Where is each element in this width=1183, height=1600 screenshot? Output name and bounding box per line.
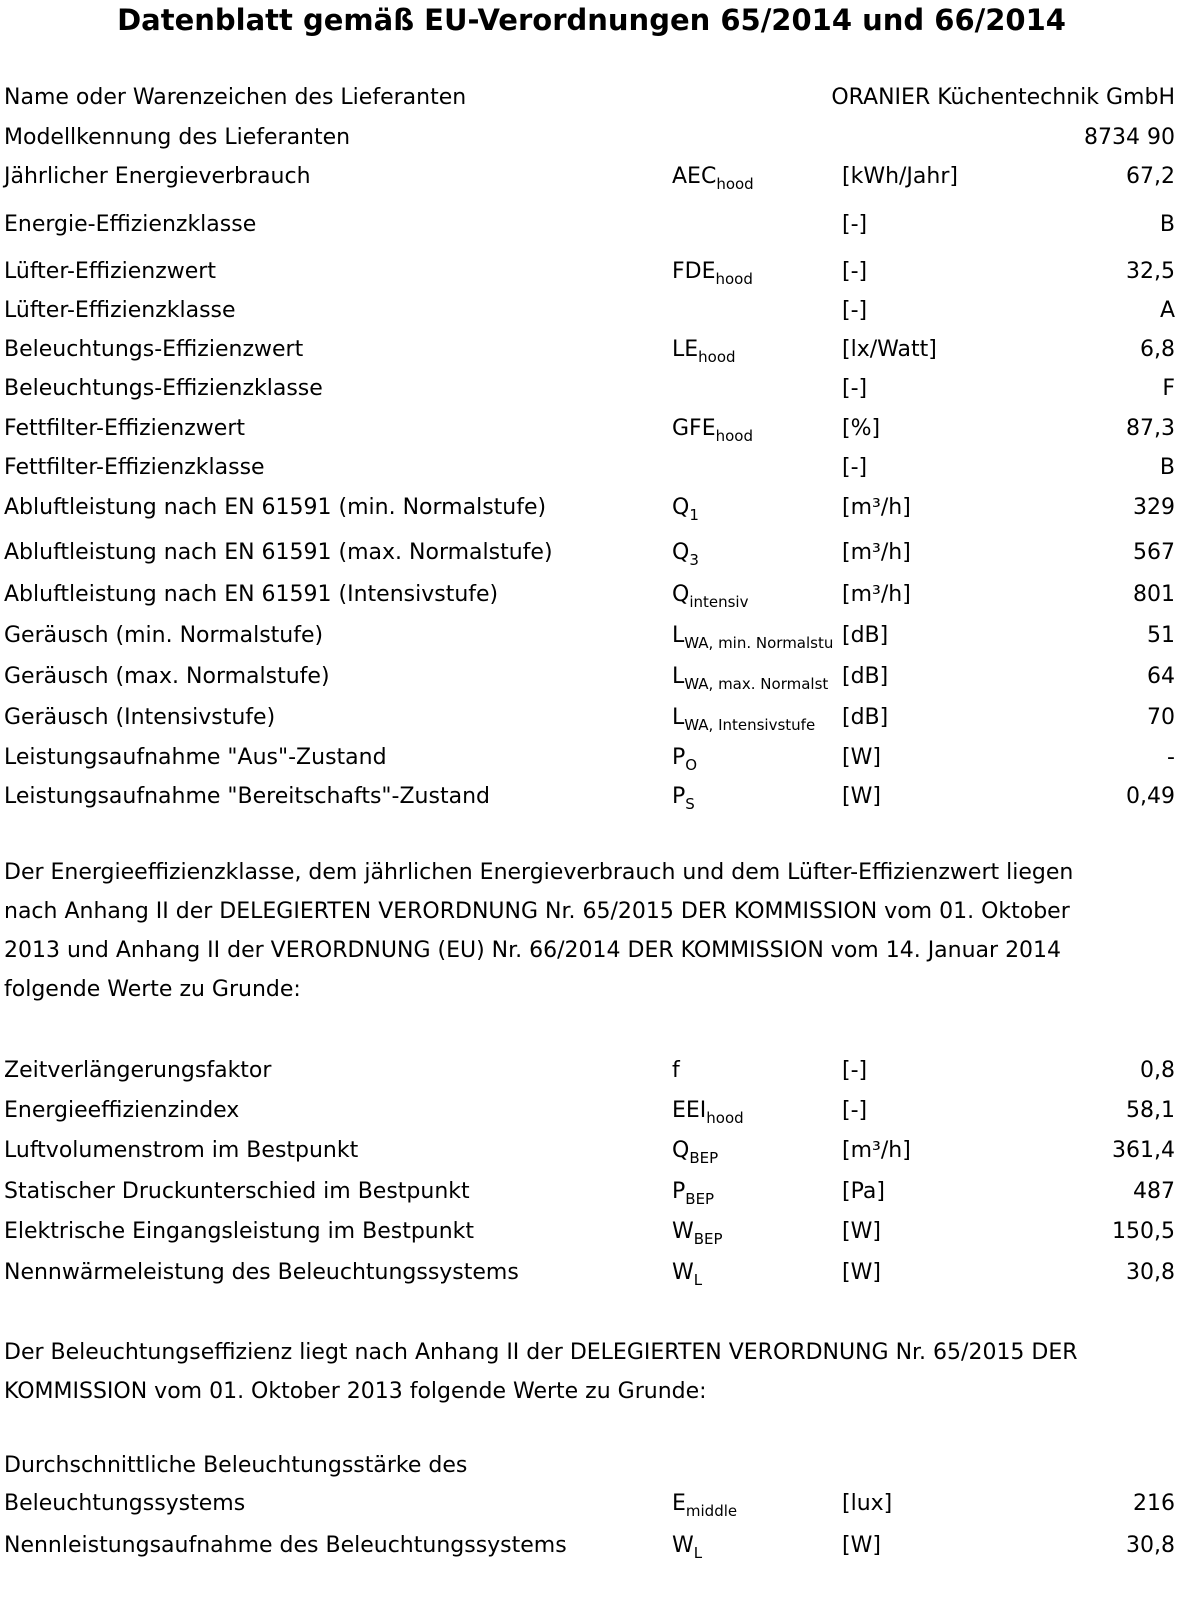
table-row bbox=[0, 777, 1183, 817]
row-label: Luftvolumenstrom im Bestpunkt bbox=[4, 1138, 359, 1163]
row-value: 30,8 bbox=[1126, 1260, 1175, 1285]
table-row bbox=[0, 369, 1183, 409]
row-symbol bbox=[672, 616, 838, 656]
symbol-subscript: hood bbox=[716, 175, 754, 193]
supplier-name-row bbox=[0, 78, 1183, 118]
table-row bbox=[0, 205, 1183, 245]
paragraph-line: 2013 und Anhang II der VERORDNUNG (EU) Nr. 66/2014 DER KOMMISSION vom 14. Januar 2014 bbox=[4, 938, 1062, 963]
row-label: Elektrische Eingangsleistung im Bestpunkt bbox=[4, 1219, 475, 1244]
symbol-main: L bbox=[672, 705, 685, 730]
row-value: A bbox=[1159, 298, 1175, 323]
paragraph-lighting-basis bbox=[4, 1333, 1176, 1411]
row-unit: [kWh/Jahr] bbox=[842, 164, 958, 189]
row-symbol bbox=[672, 1526, 838, 1566]
paragraph-line: Der Beleuchtungseffizienz liegt nach Anhang II der DELEGIERTEN VERORDNUNG Nr. 65/2015 DER bbox=[4, 1340, 1078, 1365]
row-label: Jährlicher Energieverbrauch bbox=[4, 164, 311, 189]
row-unit: [m³/h] bbox=[842, 1138, 911, 1163]
row-unit: [lux] bbox=[842, 1491, 893, 1516]
row-symbol bbox=[672, 1172, 838, 1212]
row-value: 64 bbox=[1147, 664, 1175, 689]
symbol-main: Q bbox=[672, 495, 690, 520]
row-value: 67,2 bbox=[1126, 164, 1175, 189]
symbol-main: E bbox=[672, 1491, 686, 1516]
row-value: 216 bbox=[1133, 1491, 1175, 1516]
table-row bbox=[0, 291, 1183, 331]
row-symbol bbox=[672, 657, 838, 697]
row-unit: [W] bbox=[842, 784, 881, 809]
symbol-subscript: L bbox=[693, 1271, 703, 1289]
row-value: 487 bbox=[1133, 1179, 1175, 1204]
row-unit: [%] bbox=[842, 416, 881, 441]
symbol-subscript: 1 bbox=[689, 506, 699, 524]
table-row bbox=[0, 1051, 1183, 1091]
row-label: Geräusch (min. Normalstufe) bbox=[4, 623, 324, 648]
row-symbol bbox=[672, 698, 838, 738]
row-symbol bbox=[672, 1091, 838, 1131]
table-row bbox=[0, 1526, 1183, 1566]
table-row bbox=[0, 698, 1183, 738]
symbol-subscript: S bbox=[685, 795, 695, 813]
row-value: 0,8 bbox=[1140, 1058, 1175, 1083]
symbol-main: W bbox=[672, 1260, 694, 1285]
symbol-subscript: intensiv bbox=[689, 593, 749, 611]
symbol-main: Q bbox=[672, 540, 690, 565]
row-label: Abluftleistung nach EN 61591 (max. Normalstufe) bbox=[4, 540, 553, 565]
table-row bbox=[0, 1172, 1183, 1212]
symbol-main: W bbox=[672, 1219, 694, 1244]
row-label: Nennwärmeleistung des Beleuchtungssystems bbox=[4, 1260, 519, 1285]
table-row bbox=[0, 448, 1183, 488]
row-label: Name oder Warenzeichen des Lieferanten bbox=[4, 85, 467, 110]
row-label: Modellkennung des Lieferanten bbox=[4, 125, 351, 150]
symbol-subscript: WA, max. Normalst bbox=[684, 675, 829, 693]
symbol-subscript: hood bbox=[698, 348, 736, 366]
row-unit: [-] bbox=[842, 212, 868, 237]
table-row bbox=[0, 252, 1183, 292]
row-label: Energieeffizienzindex bbox=[4, 1098, 240, 1123]
row-label: Fettfilter-Effizienzwert bbox=[4, 416, 246, 441]
row-value: 567 bbox=[1133, 540, 1175, 565]
row-unit: [dB] bbox=[842, 623, 889, 648]
symbol-subscript: hood bbox=[715, 427, 753, 445]
row-unit: [-] bbox=[842, 376, 868, 401]
symbol-main: L bbox=[672, 664, 685, 689]
row-value: - bbox=[1167, 745, 1175, 770]
row-label: Geräusch (Intensivstufe) bbox=[4, 705, 276, 730]
row-unit: [dB] bbox=[842, 705, 889, 730]
row-unit: [W] bbox=[842, 1219, 881, 1244]
row-label: Lüfter-Effizienzklasse bbox=[4, 298, 236, 323]
table-row bbox=[0, 488, 1183, 528]
row-label: Fettfilter-Effizienzklasse bbox=[4, 455, 265, 480]
row-unit: [Pa] bbox=[842, 1179, 885, 1204]
symbol-subscript: hood bbox=[706, 1109, 744, 1127]
row-symbol bbox=[672, 157, 838, 197]
row-symbol bbox=[672, 1131, 838, 1171]
symbol-subscript: WA, Intensivstufe bbox=[684, 716, 816, 734]
symbol-main: LE bbox=[672, 337, 699, 362]
row-label: Nennleistungsaufnahme des Beleuchtungssystems bbox=[4, 1533, 567, 1558]
symbol-main: FDE bbox=[672, 259, 716, 284]
row-label: Beleuchtungs-Effizienzwert bbox=[4, 337, 304, 362]
row-value: F bbox=[1162, 376, 1175, 401]
row-label: Statischer Druckunterschied im Bestpunkt bbox=[4, 1179, 470, 1204]
table-row bbox=[0, 738, 1183, 778]
table-row bbox=[0, 157, 1183, 197]
row-label: Durchschnittliche Beleuchtungsstärke des bbox=[4, 1453, 468, 1478]
symbol-main: GFE bbox=[672, 416, 716, 441]
symbol-main: W bbox=[672, 1533, 694, 1558]
row-value: 32,5 bbox=[1126, 259, 1175, 284]
row-unit: [m³/h] bbox=[842, 582, 911, 607]
row-symbol bbox=[672, 1253, 838, 1293]
row-unit: [-] bbox=[842, 259, 868, 284]
symbol-main: EEI bbox=[672, 1098, 707, 1123]
row-unit: [W] bbox=[842, 1533, 881, 1558]
table-row bbox=[0, 1484, 1183, 1524]
symbol-subscript: BEP bbox=[689, 1149, 719, 1167]
row-unit: [-] bbox=[842, 1058, 868, 1083]
row-label: Abluftleistung nach EN 61591 (min. Normalstufe) bbox=[4, 495, 547, 520]
row-symbol bbox=[672, 738, 838, 778]
symbol-subscript: L bbox=[693, 1544, 703, 1562]
row-label: Zeitverlängerungsfaktor bbox=[4, 1058, 272, 1083]
row-value: 801 bbox=[1133, 582, 1175, 607]
paragraph-line: Der Energieeffizienzklasse, dem jährlichen Energieverbrauch und dem Lüfter-Effizienzwert liegen bbox=[4, 860, 1074, 885]
table-row bbox=[0, 330, 1183, 370]
row-label: Beleuchtungs-Effizienzklasse bbox=[4, 376, 323, 401]
row-symbol bbox=[672, 252, 838, 292]
row-symbol bbox=[672, 409, 838, 449]
row-value: 150,5 bbox=[1112, 1219, 1175, 1244]
row-symbol bbox=[672, 533, 838, 573]
table-row bbox=[0, 616, 1183, 656]
table-row bbox=[0, 657, 1183, 697]
symbol-main: P bbox=[672, 745, 686, 770]
symbol-main: L bbox=[672, 623, 685, 648]
symbol-subscript: WA, min. Normalstu bbox=[684, 634, 834, 652]
symbol-main: f bbox=[672, 1058, 680, 1083]
row-value: ORANIER Küchentechnik GmbH bbox=[831, 85, 1175, 110]
paragraph-basis-values bbox=[4, 853, 1176, 1009]
symbol-main: Q bbox=[672, 1138, 690, 1163]
paragraph-line: nach Anhang II der DELEGIERTEN VERORDNUNG Nr. 65/2015 DER KOMMISSION vom 01. Oktober bbox=[4, 899, 1070, 924]
symbol-subscript: hood bbox=[715, 270, 753, 288]
model-id-row bbox=[0, 118, 1183, 158]
row-symbol bbox=[672, 1484, 838, 1524]
row-value: B bbox=[1159, 212, 1175, 237]
table-row bbox=[0, 409, 1183, 449]
table-row bbox=[0, 533, 1183, 573]
row-unit: [-] bbox=[842, 455, 868, 480]
row-label: Abluftleistung nach EN 61591 (Intensivstufe) bbox=[4, 582, 499, 607]
row-value: 0,49 bbox=[1126, 784, 1175, 809]
row-unit: [-] bbox=[842, 298, 868, 323]
row-unit: [W] bbox=[842, 1260, 881, 1285]
paragraph-line: KOMMISSION vom 01. Oktober 2013 folgende Werte zu Grunde: bbox=[4, 1379, 707, 1404]
row-symbol bbox=[672, 1212, 838, 1252]
symbol-main: P bbox=[672, 1179, 686, 1204]
row-label: Geräusch (max. Normalstufe) bbox=[4, 664, 330, 689]
row-value: 8734 90 bbox=[1084, 125, 1175, 150]
row-unit: [-] bbox=[842, 1098, 868, 1123]
row-symbol bbox=[672, 575, 838, 615]
row-symbol bbox=[672, 330, 838, 370]
page-title: Datenblatt gemäß EU-Verordnungen 65/2014 und 66/2014 bbox=[117, 3, 1066, 37]
row-unit: [m³/h] bbox=[842, 540, 911, 565]
symbol-subscript: O bbox=[685, 756, 698, 774]
symbol-main: Q bbox=[672, 582, 690, 607]
row-label: Beleuchtungssystems bbox=[4, 1491, 246, 1516]
table-row bbox=[0, 1212, 1183, 1252]
paragraph-line: folgende Werte zu Grunde: bbox=[4, 977, 301, 1002]
table-row bbox=[0, 1131, 1183, 1171]
row-unit: [m³/h] bbox=[842, 495, 911, 520]
symbol-subscript: middle bbox=[685, 1502, 738, 1520]
table-row bbox=[0, 575, 1183, 615]
row-value: 70 bbox=[1147, 705, 1175, 730]
symbol-subscript: 3 bbox=[689, 551, 699, 569]
row-value: 6,8 bbox=[1140, 337, 1175, 362]
row-label: Energie-Effizienzklasse bbox=[4, 212, 257, 237]
row-symbol bbox=[672, 777, 838, 817]
symbol-main: AEC bbox=[672, 164, 717, 189]
row-value: 329 bbox=[1133, 495, 1175, 520]
row-value: 361,4 bbox=[1112, 1138, 1175, 1163]
table-row bbox=[0, 1253, 1183, 1293]
row-value: 87,3 bbox=[1126, 416, 1175, 441]
row-value: B bbox=[1159, 455, 1175, 480]
symbol-subscript: BEP bbox=[693, 1230, 723, 1248]
row-value: 58,1 bbox=[1126, 1098, 1175, 1123]
row-value: 51 bbox=[1147, 623, 1175, 648]
row-label: Leistungsaufnahme "Aus"-Zustand bbox=[4, 745, 387, 770]
table-row bbox=[0, 1091, 1183, 1131]
symbol-main: P bbox=[672, 784, 686, 809]
row-symbol bbox=[672, 1051, 838, 1091]
row-symbol bbox=[672, 488, 838, 528]
row-label: Lüfter-Effizienzwert bbox=[4, 259, 216, 284]
lighting-intro-row bbox=[0, 1446, 1183, 1486]
row-unit: [lx/Watt] bbox=[842, 337, 937, 362]
row-label: Leistungsaufnahme "Bereitschafts"-Zustand bbox=[4, 784, 490, 809]
symbol-subscript: BEP bbox=[685, 1190, 715, 1208]
row-unit: [dB] bbox=[842, 664, 889, 689]
row-unit: [W] bbox=[842, 745, 881, 770]
row-value: 30,8 bbox=[1126, 1533, 1175, 1558]
